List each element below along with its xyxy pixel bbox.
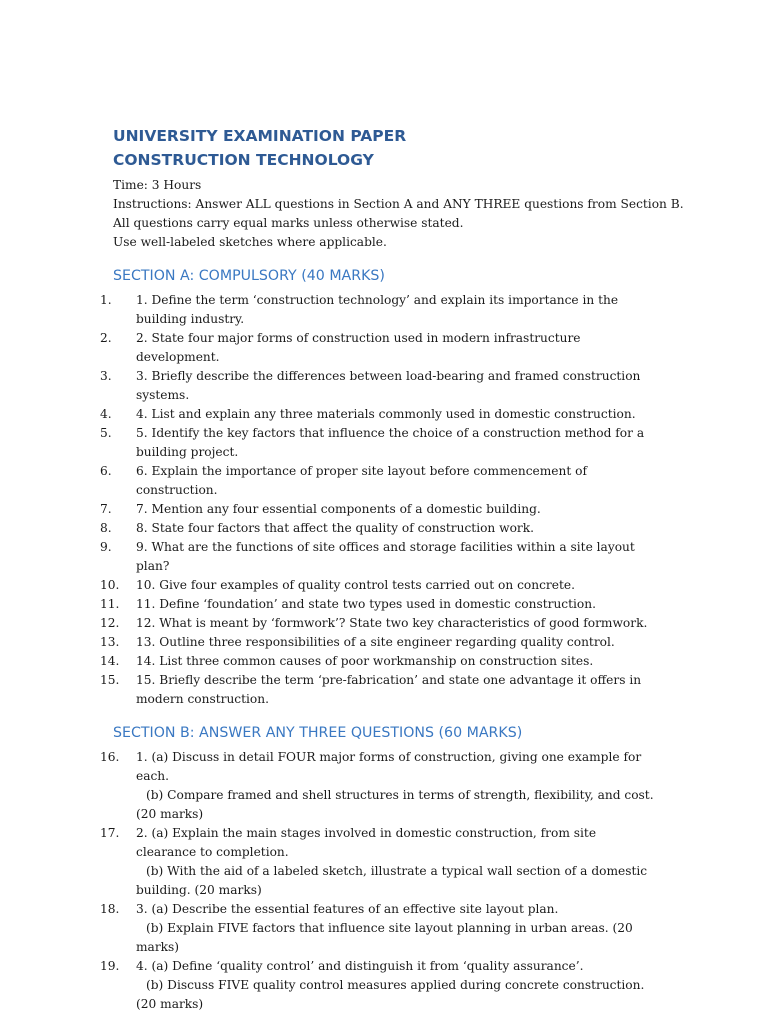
section-b-list bbox=[100, 748, 658, 1014]
list-item bbox=[100, 538, 658, 576]
item-number: 10. bbox=[100, 578, 120, 592]
item-number: 8. bbox=[100, 521, 112, 535]
question-text: 7. Mention any four essential components of a domestic building. bbox=[136, 502, 541, 516]
item-number: 2. bbox=[100, 331, 112, 345]
item-number: 13. bbox=[100, 635, 120, 649]
item-number: 6. bbox=[100, 464, 112, 478]
question-text: 8. State four factors that affect the quality of construction work. bbox=[136, 521, 535, 535]
question-part-b: (b) Discuss FIVE quality control measures applied during concrete construction. (20 marks) bbox=[136, 978, 645, 1011]
question-text: 10. Give four examples of quality control tests carried out on concrete. bbox=[136, 578, 575, 592]
item-number: 11. bbox=[100, 597, 120, 611]
question-part-b: (b) Compare framed and shell structures in terms of strength, flexibility, and cost. (20 marks) bbox=[136, 788, 654, 821]
question-text: 4. List and explain any three materials commonly used in domestic construction. bbox=[136, 407, 636, 421]
list-item bbox=[100, 367, 658, 405]
question-text: 5. Identify the key factors that influence the choice of a construction method for a building project. bbox=[136, 426, 645, 459]
item-number: 17. bbox=[100, 826, 120, 840]
list-item bbox=[100, 614, 658, 633]
list-item bbox=[100, 595, 658, 614]
list-item bbox=[100, 633, 658, 652]
question-text: 1. Define the term ‘construction technology’ and explain its importance in the building industry. bbox=[136, 293, 619, 326]
question-part-a: 2. (a) Explain the main stages involved in domestic construction, from site clearance to completion. bbox=[136, 826, 597, 859]
list-item bbox=[100, 329, 658, 367]
exam-time: Time: 3 Hours bbox=[113, 178, 202, 192]
question-text: 12. What is meant by ‘formwork’? State two key characteristics of good formwork. bbox=[136, 616, 648, 630]
question-part-a: 4. (a) Define ‘quality control’ and distinguish it from ‘quality assurance’. bbox=[136, 959, 584, 973]
question-text: 15. Briefly describe the term ‘pre-fabrication’ and state one advantage it offers in modern construction. bbox=[136, 673, 642, 706]
item-number: 9. bbox=[100, 540, 112, 554]
question-part-b: (b) Explain FIVE factors that influence site layout planning in urban areas. (20 marks) bbox=[136, 921, 633, 954]
section-a-heading: SECTION A: COMPULSORY (40 MARKS) bbox=[113, 268, 385, 284]
exam-instructions: Instructions: Answer ALL questions in Section A and ANY THREE questions from Section B. bbox=[113, 197, 684, 211]
question-text: 14. List three common causes of poor workmanship on construction sites. bbox=[136, 654, 594, 668]
list-item bbox=[100, 519, 658, 538]
list-item bbox=[100, 405, 658, 424]
sketch-note: Use well-labeled sketches where applicable. bbox=[113, 235, 387, 249]
list-item bbox=[100, 824, 658, 900]
item-number: 7. bbox=[100, 502, 112, 516]
list-item bbox=[100, 671, 658, 709]
question-text: 3. Briefly describe the differences between load-bearing and framed construction systems. bbox=[136, 369, 641, 402]
item-number: 3. bbox=[100, 369, 112, 383]
course-title: CONSTRUCTION TECHNOLOGY bbox=[113, 151, 374, 169]
question-text: 2. State four major forms of construction used in modern infrastructure development. bbox=[136, 331, 581, 364]
question-part-b: (b) With the aid of a labeled sketch, illustrate a typical wall section of a domestic building. (20 marks) bbox=[136, 864, 648, 897]
item-number: 18. bbox=[100, 902, 120, 916]
section-b-heading: SECTION B: ANSWER ANY THREE QUESTIONS (60 MARKS) bbox=[113, 725, 523, 741]
list-item bbox=[100, 500, 658, 519]
list-item bbox=[100, 576, 658, 595]
exam-title: UNIVERSITY EXAMINATION PAPER bbox=[113, 127, 407, 145]
question-part-a: 1. (a) Discuss in detail FOUR major forms of construction, giving one example for each. bbox=[136, 750, 642, 783]
marks-note: All questions carry equal marks unless otherwise stated. bbox=[113, 216, 464, 230]
list-item bbox=[100, 424, 658, 462]
list-item bbox=[100, 462, 658, 500]
item-number: 15. bbox=[100, 673, 120, 687]
list-item bbox=[100, 291, 658, 329]
item-number: 19. bbox=[100, 959, 120, 973]
question-text: 9. What are the functions of site offices and storage facilities within a site layout plan? bbox=[136, 540, 635, 573]
question-text: 13. Outline three responsibilities of a site engineer regarding quality control. bbox=[136, 635, 615, 649]
exam-meta bbox=[113, 176, 684, 252]
question-text: 6. Explain the importance of proper site layout before commencement of construction. bbox=[136, 464, 587, 497]
list-item bbox=[100, 900, 658, 957]
exam-paper bbox=[100, 124, 684, 1014]
list-item bbox=[100, 652, 658, 671]
item-number: 5. bbox=[100, 426, 112, 440]
item-number: 16. bbox=[100, 750, 120, 764]
question-text: 11. Define ‘foundation’ and state two types used in domestic construction. bbox=[136, 597, 596, 611]
list-item bbox=[100, 957, 658, 1014]
item-number: 1. bbox=[100, 293, 112, 307]
item-number: 4. bbox=[100, 407, 112, 421]
question-part-a: 3. (a) Describe the essential features of an effective site layout plan. bbox=[136, 902, 559, 916]
item-number: 12. bbox=[100, 616, 120, 630]
section-a-list bbox=[100, 291, 658, 709]
item-number: 14. bbox=[100, 654, 120, 668]
list-item bbox=[100, 748, 658, 824]
